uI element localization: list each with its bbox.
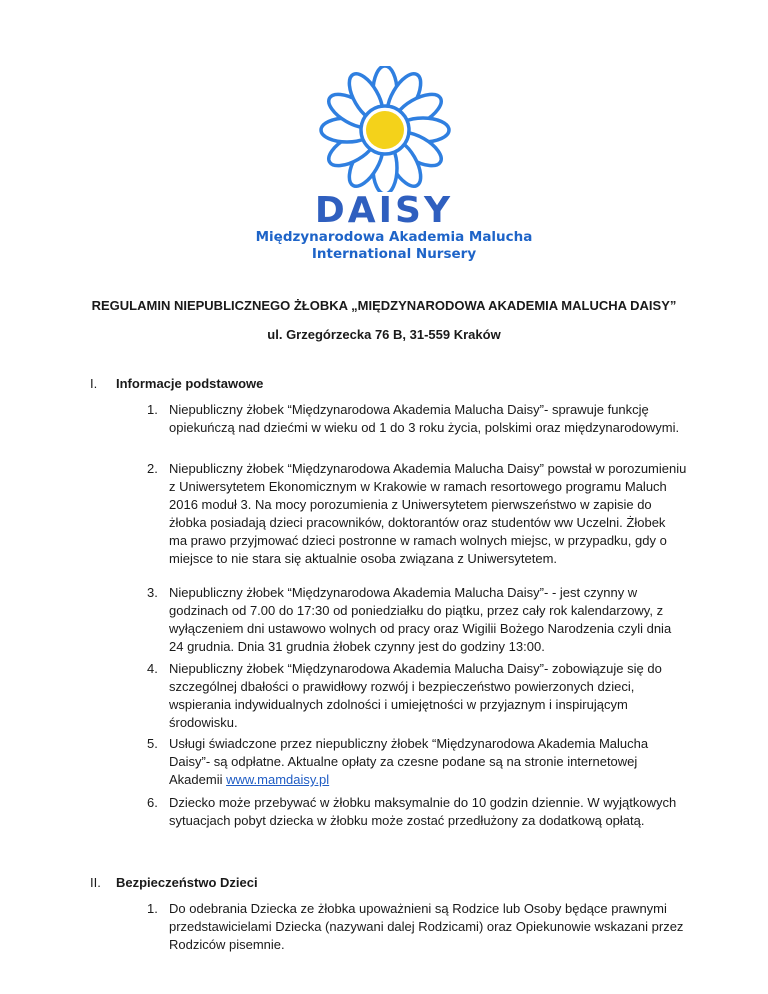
section-heading: Bezpieczeństwo Dzieci [116, 875, 258, 890]
logo [0, 0, 768, 270]
item-text: Niepubliczny żłobek “Międzynarodowa Akademia Malucha Daisy”- zobowiązuje się do szczególnej dbałości o prawidłowy rozwój i bezpieczeństwo powierzonych dzieci, wspierania indywidualnych zdolności i umiejętności w przyjaznym i inspirującym środowisku. [169, 661, 662, 730]
daisy-flower-icon [310, 66, 460, 192]
document-address: ul. Grzegórzecka 76 B, 31-559 Kraków [267, 327, 501, 342]
list-item [147, 584, 687, 656]
item-number: 3. [147, 585, 158, 600]
website-link[interactable]: www.mamdaisy.pl [226, 772, 330, 787]
logo-subtitle-pl: Międzynarodowa Akademia Malucha [255, 229, 533, 245]
list-item [147, 735, 687, 789]
item-number: 2. [147, 461, 158, 476]
item-text: Dziecko może przebywać w żłobku maksymalnie do 10 godzin dziennie. W wyjątkowych sytuacjach pobyt dziecka w żłobku może zostać przedłużony za dodatkową opłatą. [169, 795, 677, 828]
item-text: Niepubliczny żłobek “Międzynarodowa Akademia Malucha Daisy”- sprawuje funkcję opiekuńczą nad dziećmi w wieku od 1 do 3 roku życia, polskimi oraz międzynarodowymi. [169, 402, 680, 435]
item-text-wrap [169, 735, 687, 789]
document-title: REGULAMIN NIEPUBLICZNEGO ŻŁOBKA „MIĘDZYNARODOWA AKADEMIA MALUCHA DAISY” [91, 298, 677, 313]
section-number: II. [90, 875, 101, 890]
logo-name: DAISY [314, 190, 454, 231]
item-number: 1. [147, 901, 158, 916]
section-heading: Informacje podstawowe [116, 376, 264, 391]
list-item [147, 401, 687, 437]
item-text: Niepubliczny żłobek “Międzynarodowa Akademia Malucha Daisy”- - jest czynny w godzinach od 7.00 do 17:30 od poniedziałku do piątku, przez cały rok kalendarzowy, z wyłączeniem dni ustawowo wolnych od pracy oraz Wigilii Bożego Narodzenia czyli dnia 24 grudnia. Dnia 31 grudnia żłobek czynny jest do godziny 13:00. [169, 585, 672, 654]
list-item [147, 460, 687, 568]
section-number: I. [90, 376, 98, 391]
item-number: 1. [147, 402, 158, 417]
list-item [147, 900, 687, 954]
item-text: Do odebrania Dziecka ze żłobka upoważnieni są Rodzice lub Osoby będące prawnymi przedstawicielami Dziecka (nazywani dalej Rodzicami) oraz Opiekunowie wskazani przez Rodziców pisemnie. [169, 901, 684, 952]
item-number: 6. [147, 795, 158, 810]
item-text: Usługi świadczone przez niepubliczny żłobek “Międzynarodowa Akademia Malucha Daisy”- są odpłatne. Aktualne opłaty za czesne podane są na stronie internetowej Akademii [169, 736, 649, 787]
item-number: 5. [147, 736, 158, 751]
list-item [147, 794, 687, 830]
item-number: 4. [147, 661, 158, 676]
list-item [147, 660, 687, 732]
logo-subtitle-en: International Nursery [311, 246, 477, 262]
item-text: Niepubliczny żłobek “Międzynarodowa Akademia Malucha Daisy” powstał w porozumieniu z Uniwersytetem Ekonomicznym w Krakowie w ramach resortowego programu Maluch 2016 moduł 3. Na mocy porozumienia z Uniwersytetem pierwszeństwo w zapisie do żłobka posiadają dzieci pracowników, doktorantów oraz studentów ww Uczelni. Żłobek ma prawo przyjmować dzieci postronne w ramach wolnych miejsc, w przypadku, gdy o miejsce to nie stara się aktualnie osoba związana z Uniwersytetem. [169, 461, 687, 566]
